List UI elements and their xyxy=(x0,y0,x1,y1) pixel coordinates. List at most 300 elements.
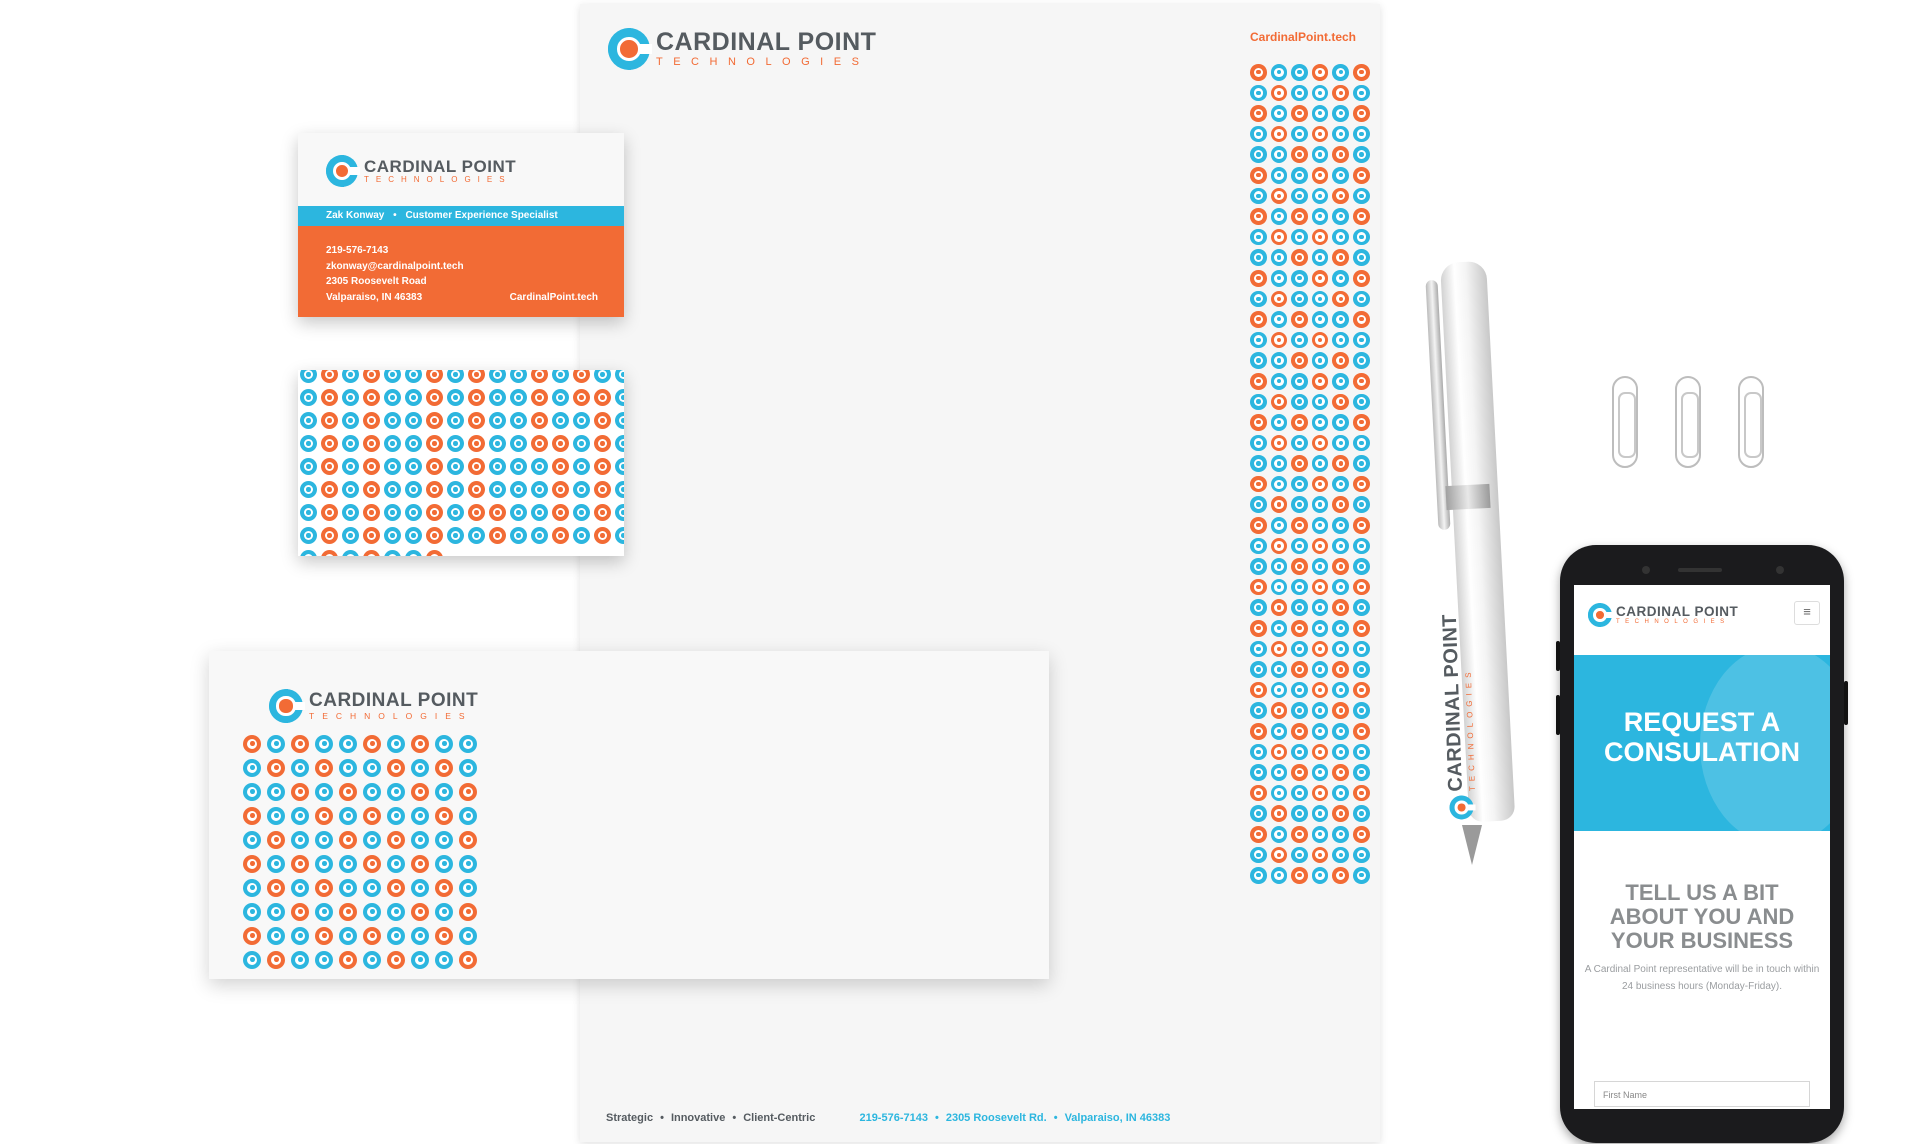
pattern-glyph-icon xyxy=(1312,620,1329,637)
pattern-glyph-icon xyxy=(243,735,261,753)
pattern-glyph-icon xyxy=(1271,332,1288,349)
pattern-glyph-icon xyxy=(384,550,401,556)
pattern-glyph-icon xyxy=(300,527,317,544)
pattern-glyph-icon xyxy=(1250,702,1267,719)
pattern-glyph-icon xyxy=(363,783,381,801)
pattern-glyph-icon xyxy=(459,855,477,873)
pattern-glyph-icon xyxy=(552,389,569,406)
pattern-glyph-icon xyxy=(315,735,333,753)
pattern-glyph-icon xyxy=(531,527,548,544)
first-name-field[interactable]: First Name xyxy=(1594,1081,1810,1107)
pattern-glyph-icon xyxy=(243,831,261,849)
card-street: 2305 Roosevelt Road xyxy=(326,276,427,287)
pattern-glyph-icon xyxy=(384,481,401,498)
pattern-glyph-icon xyxy=(1312,146,1329,163)
pattern-glyph-icon xyxy=(1353,270,1370,287)
pattern-glyph-icon xyxy=(573,481,590,498)
pattern-glyph-icon xyxy=(459,831,477,849)
pattern-glyph-icon xyxy=(300,370,317,383)
pattern-glyph-icon xyxy=(1312,538,1329,555)
pattern-glyph-icon xyxy=(1312,229,1329,246)
phone-button xyxy=(1556,641,1560,671)
pattern-glyph-icon xyxy=(1312,414,1329,431)
pattern-glyph-icon xyxy=(1291,352,1308,369)
pattern-glyph-icon xyxy=(1291,476,1308,493)
pattern-glyph-icon xyxy=(291,879,309,897)
pattern-glyph-icon xyxy=(1332,517,1349,534)
pattern-glyph-icon xyxy=(489,370,506,383)
pattern-glyph-icon xyxy=(573,435,590,452)
pattern-glyph-icon xyxy=(300,481,317,498)
pattern-glyph-icon xyxy=(468,481,485,498)
pattern-glyph-icon xyxy=(1250,496,1267,513)
pattern-glyph-icon xyxy=(342,527,359,544)
pattern-glyph-icon xyxy=(1353,291,1370,308)
pattern-glyph-icon xyxy=(387,879,405,897)
pattern-glyph-icon xyxy=(468,389,485,406)
site-logo[interactable] xyxy=(1588,603,1738,627)
pattern-glyph-icon xyxy=(1250,311,1267,328)
front-camera xyxy=(1642,566,1650,574)
pattern-glyph-icon xyxy=(1291,146,1308,163)
pattern-glyph-icon xyxy=(1312,517,1329,534)
pattern-glyph-icon xyxy=(468,458,485,475)
pattern-glyph-icon xyxy=(1291,455,1308,472)
pattern-glyph-icon xyxy=(426,435,443,452)
pattern-glyph-icon xyxy=(552,435,569,452)
pattern-glyph-icon xyxy=(339,903,357,921)
pattern-glyph-icon xyxy=(1271,496,1288,513)
pattern-glyph-icon xyxy=(1291,188,1308,205)
pattern-glyph-icon xyxy=(300,458,317,475)
pattern-glyph-icon xyxy=(1312,723,1329,740)
pattern-glyph-icon xyxy=(1332,229,1349,246)
footer-city: Valparaiso, IN 46383 xyxy=(1064,1112,1171,1124)
letterhead-pattern xyxy=(1250,64,1378,932)
pattern-glyph-icon xyxy=(594,370,611,383)
footer-phone: 219-576-7143 xyxy=(859,1112,928,1124)
pattern-glyph-icon xyxy=(411,783,429,801)
pattern-glyph-icon xyxy=(1312,85,1329,102)
pattern-glyph-icon xyxy=(1353,435,1370,452)
pattern-glyph-icon xyxy=(1353,682,1370,699)
form-subtext: A Cardinal Point representative will be in touch within 24 business hours (Monday-Friday). xyxy=(1584,964,1820,992)
pattern-glyph-icon xyxy=(315,903,333,921)
pattern-glyph-icon xyxy=(1312,702,1329,719)
pattern-glyph-icon xyxy=(1353,723,1370,740)
pattern-glyph-icon xyxy=(1312,332,1329,349)
pattern-glyph-icon xyxy=(1332,744,1349,761)
pattern-glyph-icon xyxy=(363,903,381,921)
pattern-glyph-icon xyxy=(1271,702,1288,719)
pattern-glyph-icon xyxy=(1312,249,1329,266)
pattern-glyph-icon xyxy=(1291,64,1308,81)
pattern-glyph-icon xyxy=(267,903,285,921)
pattern-glyph-icon xyxy=(1312,394,1329,411)
pattern-glyph-icon xyxy=(321,435,338,452)
pattern-glyph-icon xyxy=(1312,599,1329,616)
pattern-glyph-icon xyxy=(1353,558,1370,575)
pattern-glyph-icon xyxy=(339,807,357,825)
pattern-glyph-icon xyxy=(405,458,422,475)
pattern-glyph-icon xyxy=(489,389,506,406)
pattern-glyph-icon xyxy=(1291,847,1308,864)
pattern-glyph-icon xyxy=(384,370,401,383)
pattern-glyph-icon xyxy=(615,527,624,544)
brand-name: CARDINAL POINT xyxy=(364,157,517,176)
pattern-glyph-icon xyxy=(315,807,333,825)
pattern-glyph-icon xyxy=(1312,558,1329,575)
pattern-glyph-icon xyxy=(1250,435,1267,452)
pattern-glyph-icon xyxy=(300,435,317,452)
pattern-glyph-icon xyxy=(1271,85,1288,102)
pattern-glyph-icon xyxy=(339,759,357,777)
pattern-glyph-icon xyxy=(1332,373,1349,390)
pattern-glyph-icon xyxy=(1332,414,1349,431)
pattern-glyph-icon xyxy=(243,879,261,897)
footer-address: 2305 Roosevelt Rd. xyxy=(945,1112,1047,1124)
pattern-glyph-icon xyxy=(1250,64,1267,81)
pattern-glyph-icon xyxy=(342,458,359,475)
pattern-glyph-icon xyxy=(342,435,359,452)
pattern-glyph-icon xyxy=(363,389,380,406)
pattern-glyph-icon xyxy=(573,412,590,429)
pattern-glyph-icon xyxy=(267,879,285,897)
pattern-glyph-icon xyxy=(291,831,309,849)
pattern-glyph-icon xyxy=(1291,558,1308,575)
pattern-glyph-icon xyxy=(1312,455,1329,472)
pattern-glyph-icon xyxy=(1291,682,1308,699)
pattern-glyph-icon xyxy=(510,481,527,498)
pattern-glyph-icon xyxy=(1332,455,1349,472)
pattern-glyph-icon xyxy=(1271,394,1288,411)
pattern-glyph-icon xyxy=(1250,723,1267,740)
pattern-glyph-icon xyxy=(363,370,380,383)
pattern-glyph-icon xyxy=(315,879,333,897)
pattern-glyph-icon xyxy=(321,412,338,429)
pattern-glyph-icon xyxy=(1271,414,1288,431)
pattern-glyph-icon xyxy=(321,550,338,556)
pattern-glyph-icon xyxy=(447,481,464,498)
pattern-glyph-icon xyxy=(447,504,464,521)
pattern-glyph-icon xyxy=(1312,805,1329,822)
pattern-glyph-icon xyxy=(1332,105,1349,122)
pattern-glyph-icon xyxy=(1332,167,1349,184)
pattern-glyph-icon xyxy=(1332,805,1349,822)
pattern-glyph-icon xyxy=(1332,435,1349,452)
pattern-glyph-icon xyxy=(384,389,401,406)
pattern-glyph-icon xyxy=(1332,682,1349,699)
pattern-glyph-icon xyxy=(1332,208,1349,225)
pattern-glyph-icon xyxy=(1332,249,1349,266)
pattern-glyph-icon xyxy=(510,412,527,429)
pattern-glyph-icon xyxy=(1312,682,1329,699)
pattern-glyph-icon xyxy=(243,927,261,945)
pattern-glyph-icon xyxy=(510,370,527,383)
pattern-glyph-icon xyxy=(1250,394,1267,411)
letterhead-logo xyxy=(608,28,876,70)
pattern-glyph-icon xyxy=(411,759,429,777)
pattern-glyph-icon xyxy=(1332,476,1349,493)
pattern-glyph-icon xyxy=(531,458,548,475)
pattern-glyph-icon xyxy=(1271,682,1288,699)
pattern-glyph-icon xyxy=(411,951,429,969)
pattern-glyph-icon xyxy=(1250,599,1267,616)
pattern-glyph-icon xyxy=(387,903,405,921)
brand-tagline: TECHNOLOGIES xyxy=(656,56,870,68)
pen-band xyxy=(1445,484,1490,510)
pattern-glyph-icon xyxy=(291,807,309,825)
card-city: Valparaiso, IN 46383 xyxy=(326,291,423,303)
pattern-glyph-icon xyxy=(1291,785,1308,802)
pattern-glyph-icon xyxy=(447,527,464,544)
pattern-glyph-icon xyxy=(435,903,453,921)
pattern-glyph-icon xyxy=(1250,229,1267,246)
pattern-glyph-icon xyxy=(1312,291,1329,308)
envelope-logo xyxy=(269,689,478,723)
pattern-glyph-icon xyxy=(1312,270,1329,287)
pattern-glyph-icon xyxy=(1312,641,1329,658)
pattern-glyph-icon xyxy=(459,759,477,777)
pattern-glyph-icon xyxy=(1353,167,1370,184)
pattern-glyph-icon xyxy=(1271,661,1288,678)
pattern-glyph-icon xyxy=(315,831,333,849)
letterhead-url[interactable]: CardinalPoint.tech xyxy=(1249,30,1356,44)
pattern-glyph-icon xyxy=(1250,517,1267,534)
pattern-glyph-icon xyxy=(1291,702,1308,719)
pattern-glyph-icon xyxy=(426,458,443,475)
pattern-glyph-icon xyxy=(1271,785,1288,802)
pattern-glyph-icon xyxy=(363,807,381,825)
pattern-glyph-icon xyxy=(1250,291,1267,308)
pattern-glyph-icon xyxy=(363,879,381,897)
pattern-glyph-icon xyxy=(552,412,569,429)
pattern-glyph-icon xyxy=(1291,538,1308,555)
pattern-glyph-icon xyxy=(1271,146,1288,163)
pattern-glyph-icon xyxy=(1332,599,1349,616)
pattern-glyph-icon xyxy=(1250,270,1267,287)
pattern-glyph-icon xyxy=(1250,126,1267,143)
pattern-glyph-icon xyxy=(1250,167,1267,184)
brand-tagline: TECHNOLOGIES xyxy=(309,711,473,722)
pattern-glyph-icon xyxy=(1271,311,1288,328)
pattern-glyph-icon xyxy=(1250,805,1267,822)
pattern-glyph-icon xyxy=(1250,352,1267,369)
pattern-glyph-icon xyxy=(1250,579,1267,596)
pattern-glyph-icon xyxy=(384,527,401,544)
pattern-glyph-icon xyxy=(1312,496,1329,513)
hamburger-icon[interactable]: ≡ xyxy=(1794,601,1820,625)
pattern-glyph-icon xyxy=(315,855,333,873)
pattern-glyph-icon xyxy=(1291,744,1308,761)
card-phone: 219-576-7143 xyxy=(326,245,389,256)
pattern-glyph-icon xyxy=(1353,785,1370,802)
pattern-glyph-icon xyxy=(594,412,611,429)
pattern-glyph-icon xyxy=(1250,332,1267,349)
pattern-glyph-icon xyxy=(300,412,317,429)
pattern-glyph-icon xyxy=(1250,188,1267,205)
pattern-glyph-icon xyxy=(531,389,548,406)
pattern-glyph-icon xyxy=(363,435,380,452)
pattern-glyph-icon xyxy=(243,783,261,801)
pattern-glyph-icon xyxy=(363,412,380,429)
pattern-glyph-icon xyxy=(489,412,506,429)
phone-speaker xyxy=(1678,568,1722,572)
pattern-glyph-icon xyxy=(387,735,405,753)
pattern-glyph-icon xyxy=(615,370,624,383)
pattern-glyph-icon xyxy=(435,759,453,777)
logo-mark-icon xyxy=(1588,603,1612,627)
pattern-glyph-icon xyxy=(1291,517,1308,534)
pattern-glyph-icon xyxy=(459,927,477,945)
pattern-glyph-icon xyxy=(363,951,381,969)
pattern-glyph-icon xyxy=(1332,291,1349,308)
pattern-glyph-icon xyxy=(342,504,359,521)
pattern-glyph-icon xyxy=(1271,764,1288,781)
pattern-glyph-icon xyxy=(384,458,401,475)
pattern-glyph-icon xyxy=(594,389,611,406)
pattern-glyph-icon xyxy=(321,527,338,544)
pattern-glyph-icon xyxy=(1312,661,1329,678)
pattern-glyph-icon xyxy=(1291,373,1308,390)
pattern-glyph-icon xyxy=(1312,126,1329,143)
brand-name: CARDINAL POINT xyxy=(1616,603,1739,619)
pattern-glyph-icon xyxy=(1353,208,1370,225)
pattern-glyph-icon xyxy=(1353,188,1370,205)
pattern-glyph-icon xyxy=(339,879,357,897)
pattern-glyph-icon xyxy=(1271,188,1288,205)
pattern-glyph-icon xyxy=(342,412,359,429)
pattern-glyph-icon xyxy=(435,855,453,873)
pattern-glyph-icon xyxy=(468,370,485,383)
pattern-glyph-icon xyxy=(300,389,317,406)
pattern-glyph-icon xyxy=(1291,229,1308,246)
paper-clip xyxy=(1738,376,1764,468)
pattern-glyph-icon xyxy=(411,735,429,753)
pattern-glyph-icon xyxy=(1291,867,1308,884)
pattern-glyph-icon xyxy=(615,458,624,475)
pen-brand-tagline: TECHNOLOGIES xyxy=(1463,667,1478,792)
pattern-glyph-icon xyxy=(459,903,477,921)
pattern-glyph-icon xyxy=(1250,476,1267,493)
pattern-glyph-icon xyxy=(510,458,527,475)
pattern-glyph-icon xyxy=(1291,826,1308,843)
pattern-glyph-icon xyxy=(1312,167,1329,184)
pattern-glyph-icon xyxy=(411,927,429,945)
pattern-glyph-icon xyxy=(1332,785,1349,802)
pattern-glyph-icon xyxy=(405,550,422,556)
pattern-glyph-icon xyxy=(1332,847,1349,864)
pattern-glyph-icon xyxy=(291,759,309,777)
pattern-glyph-icon xyxy=(321,481,338,498)
pattern-glyph-icon xyxy=(1332,394,1349,411)
pattern-glyph-icon xyxy=(1332,352,1349,369)
pattern-glyph-icon xyxy=(387,927,405,945)
pattern-glyph-icon xyxy=(1291,661,1308,678)
pattern-glyph-icon xyxy=(291,855,309,873)
pattern-glyph-icon xyxy=(291,903,309,921)
business-card-front xyxy=(298,133,624,317)
pattern-glyph-icon xyxy=(243,903,261,921)
pattern-glyph-icon xyxy=(363,855,381,873)
pattern-glyph-icon xyxy=(1271,435,1288,452)
pattern-glyph-icon xyxy=(1250,146,1267,163)
pattern-glyph-icon xyxy=(1353,599,1370,616)
pattern-glyph-icon xyxy=(384,504,401,521)
pattern-glyph-icon xyxy=(1271,599,1288,616)
card-person-name: Zak Konway xyxy=(326,210,385,221)
pattern-glyph-icon xyxy=(1312,352,1329,369)
pattern-glyph-icon xyxy=(1312,579,1329,596)
pattern-glyph-icon xyxy=(552,370,569,383)
pattern-glyph-icon xyxy=(447,370,464,383)
pattern-glyph-icon xyxy=(1332,826,1349,843)
pattern-glyph-icon xyxy=(1332,188,1349,205)
pattern-glyph-icon xyxy=(531,481,548,498)
pattern-glyph-icon xyxy=(1353,538,1370,555)
pattern-glyph-icon xyxy=(1353,702,1370,719)
phone-screen xyxy=(1574,585,1830,1109)
pattern-glyph-icon xyxy=(615,412,624,429)
pattern-glyph-icon xyxy=(1291,167,1308,184)
pattern-glyph-icon xyxy=(1291,270,1308,287)
pattern-glyph-icon xyxy=(1353,414,1370,431)
pattern-glyph-icon xyxy=(1271,805,1288,822)
pattern-glyph-icon xyxy=(411,807,429,825)
pattern-glyph-icon xyxy=(459,951,477,969)
pattern-glyph-icon xyxy=(405,481,422,498)
pattern-glyph-icon xyxy=(267,927,285,945)
pattern-glyph-icon xyxy=(447,435,464,452)
pattern-glyph-icon xyxy=(1332,85,1349,102)
pattern-glyph-icon xyxy=(321,458,338,475)
pattern-glyph-icon xyxy=(387,783,405,801)
pattern-glyph-icon xyxy=(435,831,453,849)
pattern-glyph-icon xyxy=(1250,641,1267,658)
pattern-glyph-icon xyxy=(573,458,590,475)
pattern-glyph-icon xyxy=(1332,126,1349,143)
pattern-glyph-icon xyxy=(384,412,401,429)
pattern-glyph-icon xyxy=(426,370,443,383)
pattern-glyph-icon xyxy=(459,807,477,825)
pattern-glyph-icon xyxy=(1332,538,1349,555)
pattern-glyph-icon xyxy=(573,389,590,406)
pattern-glyph-icon xyxy=(615,481,624,498)
pattern-glyph-icon xyxy=(435,951,453,969)
pattern-glyph-icon xyxy=(1353,744,1370,761)
pattern-glyph-icon xyxy=(315,783,333,801)
pattern-glyph-icon xyxy=(1312,847,1329,864)
pattern-glyph-icon xyxy=(1353,229,1370,246)
pattern-glyph-icon xyxy=(1271,826,1288,843)
pattern-glyph-icon xyxy=(1250,105,1267,122)
pattern-glyph-icon xyxy=(1250,85,1267,102)
pattern-glyph-icon xyxy=(1250,538,1267,555)
phone-button xyxy=(1556,695,1560,735)
pattern-glyph-icon xyxy=(267,807,285,825)
pattern-glyph-icon xyxy=(1353,661,1370,678)
pattern-glyph-icon xyxy=(267,783,285,801)
pattern-glyph-icon xyxy=(1312,208,1329,225)
phone-button xyxy=(1844,681,1848,725)
pattern-glyph-icon xyxy=(552,458,569,475)
pattern-glyph-icon xyxy=(1353,867,1370,884)
pattern-glyph-icon xyxy=(363,458,380,475)
form-heading-line3: YOUR BUSINESS xyxy=(1610,928,1794,953)
pattern-glyph-icon xyxy=(363,550,380,556)
logo-mark-icon xyxy=(608,28,650,70)
pattern-glyph-icon xyxy=(1332,270,1349,287)
